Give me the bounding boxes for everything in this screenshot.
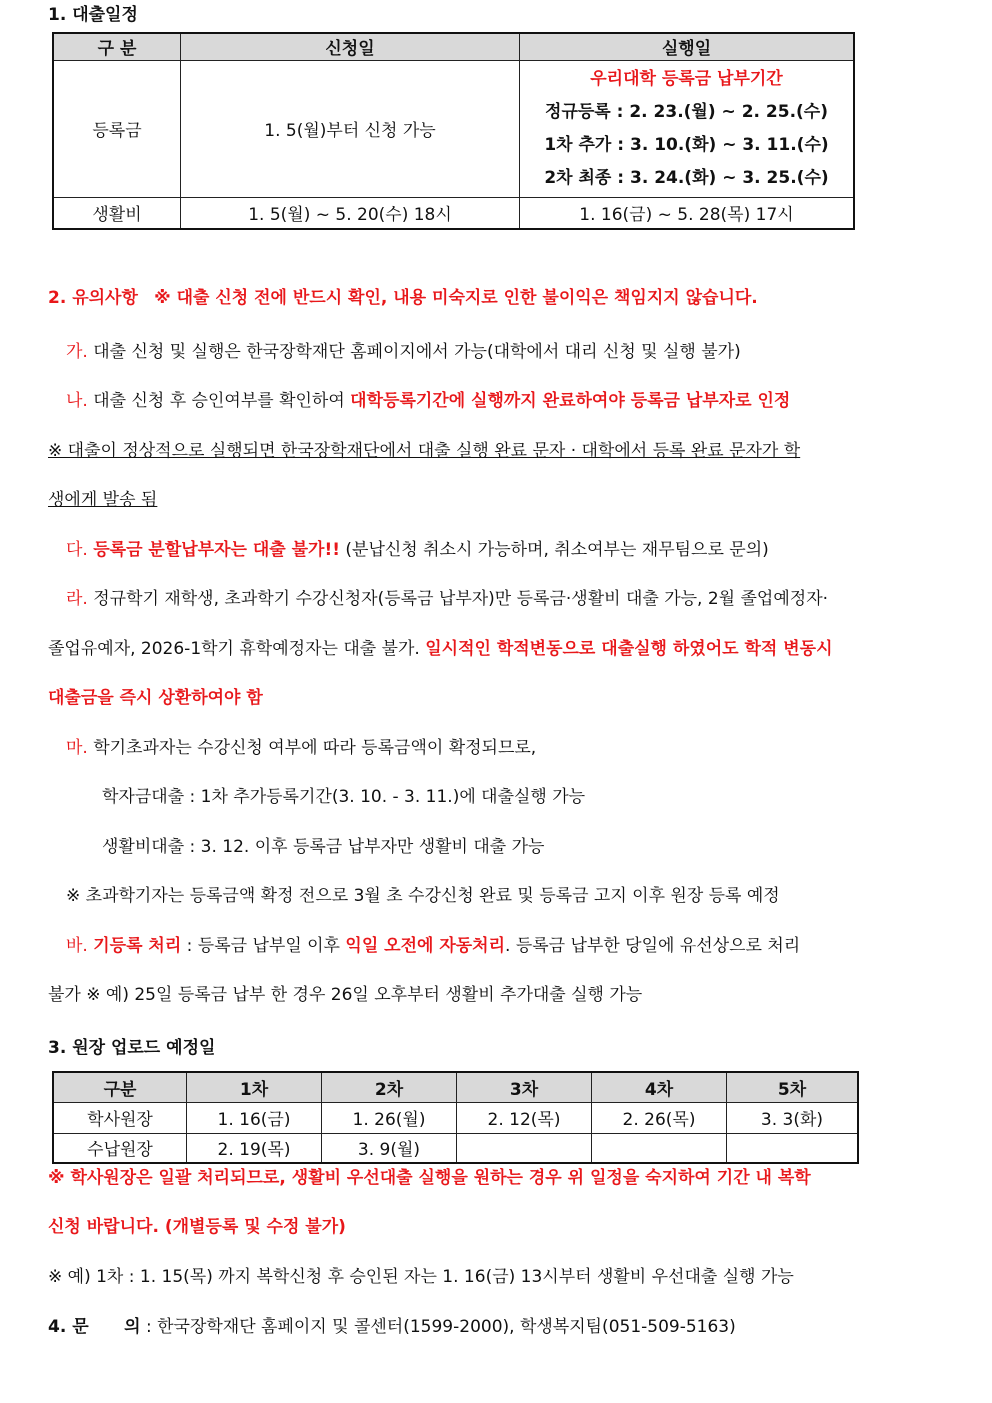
item-ga: [66, 340, 741, 364]
header-cell: 3차: [457, 1072, 592, 1102]
header-cell: 구분: [53, 1072, 187, 1102]
cell-category: 등록금: [53, 60, 181, 197]
header-cell: 4차: [592, 1072, 727, 1102]
table-cell: 학사원장: [53, 1102, 187, 1133]
table-row: [53, 1102, 858, 1133]
ma-sub2: 생활비대출 : 3. 12. 이후 등록금 납부자만 생활비 대출 가능: [102, 837, 545, 857]
table-cell: 1. 16(금): [187, 1102, 322, 1133]
ledger-upload-table: [52, 1071, 859, 1164]
table-cell: 3. 3(화): [727, 1102, 859, 1133]
item-ma: [66, 736, 536, 760]
cell-exec: [520, 60, 855, 197]
text-ba-1: : 등록금 납부일 이후: [181, 936, 346, 956]
cell-exec: 1. 16(금) ~ 5. 28(목) 17시: [520, 197, 855, 229]
section4: [48, 1315, 736, 1339]
emph-ra-2: 일시적인 학적변동으로 대출실행 하였어도 학적 변동시: [425, 639, 833, 659]
exec-line-regular: 정규등록 : 2. 23.(월) ~ 2. 25.(수): [545, 101, 828, 122]
cell-category: 생활비: [53, 197, 181, 229]
text-na: 대출 신청 후 승인여부를 확인하여: [93, 391, 351, 411]
item-ba-line1: [66, 934, 800, 958]
section3-warning-line2: 신청 바랍니다. (개별등록 및 수정 불가): [48, 1217, 346, 1237]
emph-ba-1: 기등록 처리: [93, 936, 182, 956]
table-cell: [727, 1133, 859, 1163]
note1-line1: ※ 대출이 정상적으로 실행되면 한국장학재단에서 대출 실행 완료 문자 · 대학에서 등록 완료 문자가 학: [48, 441, 801, 461]
note2: ※ 초과학기자는 등록금액 확정 전으로 3월 초 수강신청 완료 및 등록금 고지 이후 원장 등록 예정: [66, 886, 780, 906]
text-ra-2: 졸업유예자, 2026-1학기 휴학예정자는 대출 불가.: [48, 639, 426, 659]
table-row: [53, 60, 854, 197]
item-da: [66, 538, 769, 562]
section1-title: 1. 대출일정: [48, 5, 138, 25]
text-da: (분납신청 취소시 가능하며, 취소여부는 재무팀으로 문의): [339, 540, 769, 560]
cell-apply: 1. 5(월) ~ 5. 20(수) 18시: [181, 197, 520, 229]
text-ma: 학기초과자는 수강신청 여부에 따라 등록금액이 확정되므로,: [93, 738, 537, 758]
marker-ra: 라.: [66, 589, 88, 609]
table-cell: [592, 1133, 727, 1163]
loan-schedule-table: [52, 32, 855, 230]
item-ra-line3: 대출금을 즉시 상환하여야 함: [48, 688, 263, 708]
section2-warning: ※ 대출 신청 전에 반드시 확인, 내용 미숙지로 인한 불이익은 책임지지 않습니다.: [154, 288, 758, 308]
exec-line-second: 2차 최종 : 3. 24.(화) ~ 3. 25.(수): [544, 167, 829, 188]
header-cell: 5차: [727, 1072, 859, 1102]
item-ba-line2: 불가 ※ 예) 25일 등록금 납부 한 경우 26일 오후부터 생활비 추가대출 실행 가능: [48, 985, 643, 1005]
marker-ma: 마.: [66, 738, 88, 758]
section2-heading: [48, 286, 758, 310]
section4-label: 4. 문 의: [48, 1317, 141, 1337]
section3-title: 3. 원장 업로드 예정일: [48, 1038, 216, 1058]
header-apply: 신청일: [181, 33, 520, 60]
header-category: 구 분: [53, 33, 181, 60]
table-cell: 2. 19(목): [187, 1133, 322, 1163]
ma-sub1: 학자금대출 : 1차 추가등록기간(3. 10. - 3. 11.)에 대출실행 가능: [102, 787, 586, 807]
section3-warning-line1: ※ 학사원장은 일괄 처리되므로, 생활비 우선대출 실행을 원하는 경우 위 일정을 숙지하여 기간 내 복학: [48, 1168, 811, 1188]
header-cell: 2차: [322, 1072, 457, 1102]
marker-ga: 가.: [66, 342, 88, 362]
text-ba-2: . 등록금 납부한 당일에 유선상으로 처리: [505, 936, 801, 956]
table-row: [53, 197, 854, 229]
marker-da: 다.: [66, 540, 88, 560]
marker-na: 나.: [66, 391, 88, 411]
table-cell: [457, 1133, 592, 1163]
section4-text: : 한국장학재단 홈페이지 및 콜센터(1599-2000), 학생복지팀(051-509-5163): [140, 1317, 736, 1337]
section2-title: 2. 유의사항: [48, 288, 138, 308]
section3-example: ※ 예) 1차 : 1. 15(목) 까지 복학신청 후 승인된 자는 1. 16(금) 13시부터 생활비 우선대출 실행 가능: [48, 1267, 794, 1287]
table-cell: 1. 26(월): [322, 1102, 457, 1133]
exec-title: 우리대학 등록금 납부기간: [590, 68, 783, 89]
marker-ba: 바.: [66, 936, 88, 956]
cell-apply: 1. 5(월)부터 신청 가능: [181, 60, 520, 197]
table-cell: 2. 26(목): [592, 1102, 727, 1133]
table-cell: 3. 9(월): [322, 1133, 457, 1163]
emph-ba-2: 익일 오전에 자동처리: [345, 936, 506, 956]
text-ga: 대출 신청 및 실행은 한국장학재단 홈페이지에서 가능(대학에서 대리 신청 및 실행 불가): [93, 342, 741, 362]
item-na: [66, 389, 790, 413]
table-cell: 2. 12(목): [457, 1102, 592, 1133]
item-ra-line2: [48, 637, 833, 661]
table-cell: 수납원장: [53, 1133, 187, 1163]
table-row: [53, 1133, 858, 1163]
text-ra-1: 정규학기 재학생, 초과학기 수강신청자(등록금 납부자)만 등록금·생활비 대출 가능, 2월 졸업예정자·: [93, 589, 829, 609]
header-exec: 실행일: [520, 33, 855, 60]
exec-line-first: 1차 추가 : 3. 10.(화) ~ 3. 11.(수): [544, 134, 829, 155]
item-ra-line1: [66, 587, 828, 611]
emph-da: 등록금 분할납부자는 대출 불가!!: [93, 540, 340, 560]
header-cell: 1차: [187, 1072, 322, 1102]
note1-line2: 생에게 발송 됨: [48, 490, 158, 510]
emph-na: 대학등록기간에 실행까지 완료하여야 등록금 납부자로 인정: [350, 391, 791, 411]
